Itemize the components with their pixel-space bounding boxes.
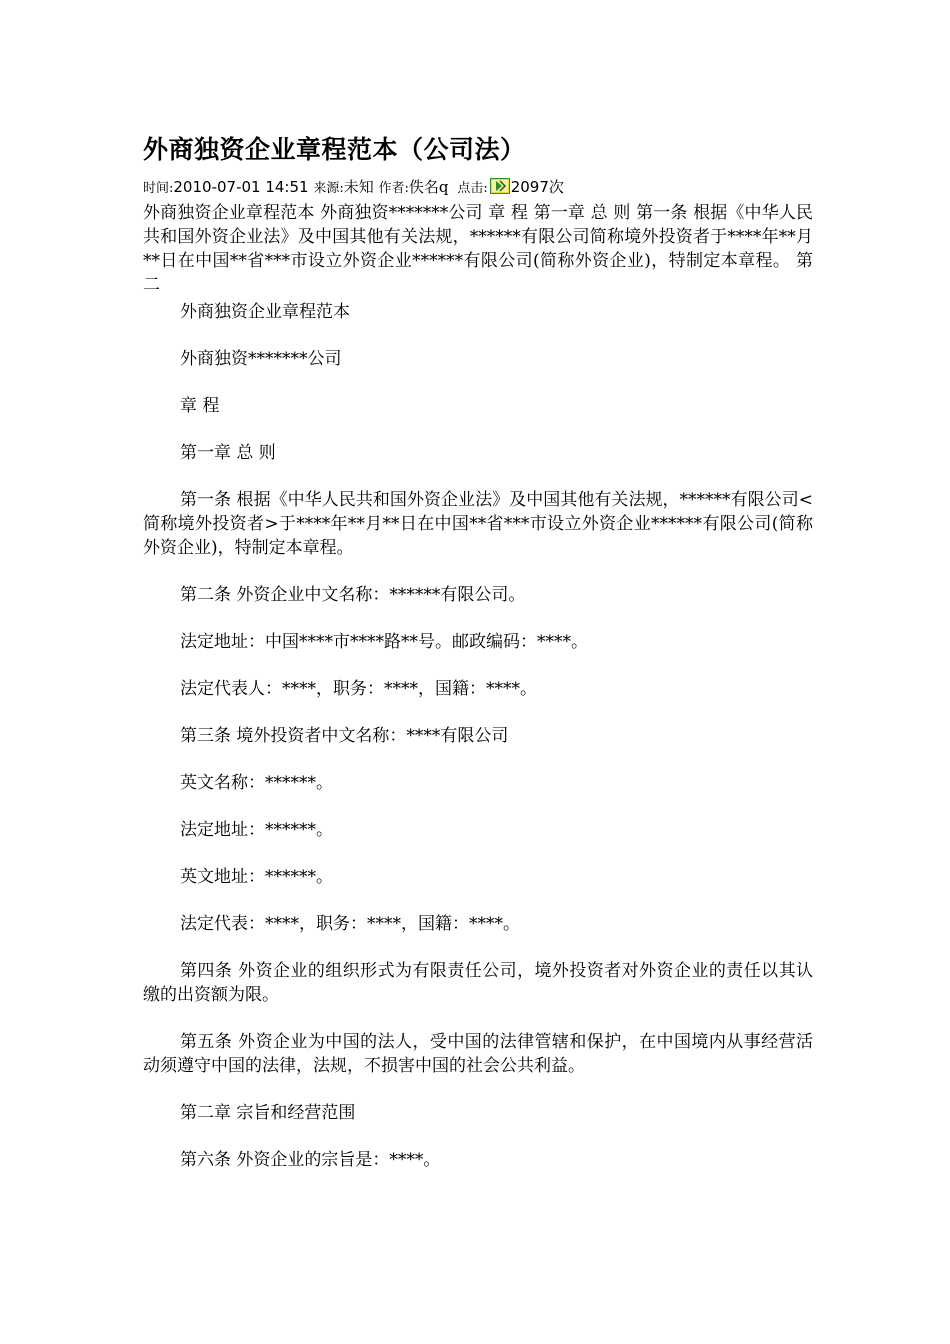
paragraph: 法定地址：中国****市****路**号。邮政编码：****。 — [180, 632, 588, 652]
paragraph: 章 程 — [180, 396, 220, 416]
paragraph: 外商独资*******公司 — [180, 349, 342, 369]
paragraph: 外商独资企业章程范本 — [180, 302, 350, 322]
hits-count: 2097 — [510, 178, 549, 196]
article-meta — [143, 177, 564, 199]
paragraph: 法定代表：****，职务：****，国籍：****。 — [180, 914, 520, 934]
article-summary: 外商独资企业章程范本 外商独资*******公司 章 程 第一章 总 则 第一条 根据《中华人民共和国外资企业法》及中国其他有关法规，******有限公司简称境外投资者于****年**月**日在中国**省***市设立外资企业******有限公司(简称外资企业)，特制定本章程。 第二 — [143, 203, 813, 295]
paragraph: 第二条 外资企业中文名称：******有限公司。 — [180, 585, 526, 605]
paragraph: 英文名称：******。 — [180, 773, 333, 793]
paragraph: 第一条 根据《中华人民共和国外资企业法》及中国其他有关法规，******有限公司<简称境外投资者>于****年**月**日在中国**省***市设立外资企业******有限公司(简称外资企业)，特制定本章程。 — [143, 490, 813, 558]
time-label: 时间: — [143, 181, 174, 196]
author-value: 佚名q — [408, 178, 449, 196]
author-label: 作者: — [378, 181, 409, 196]
paragraph: 法定代表人：****，职务：****，国籍：****。 — [180, 679, 537, 699]
hits-label: 点击: — [457, 181, 488, 196]
paragraph: 英文地址：******。 — [180, 867, 333, 887]
article-title: 外商独资企业章程范本（公司法） — [143, 135, 526, 164]
source-label: 来源: — [313, 181, 344, 196]
hits-unit: 次 — [548, 178, 564, 196]
source-value: 未知 — [343, 178, 374, 196]
paragraph: 第四条 外资企业的组织形式为有限责任公司，境外投资者对外资企业的责任以其认缴的出资额为限。 — [143, 961, 813, 1005]
paragraph: 法定地址：******。 — [180, 820, 333, 840]
paragraph: 第六条 外资企业的宗旨是：****。 — [180, 1150, 441, 1170]
paragraph: 第三条 境外投资者中文名称：****有限公司 — [180, 726, 509, 746]
paragraph: 第一章 总 则 — [180, 443, 276, 463]
article-body — [143, 300, 813, 1195]
paragraph: 第二章 宗旨和经营范围 — [180, 1103, 356, 1123]
page-icon — [490, 178, 510, 194]
time-value: 2010-07-01 14:51 — [173, 178, 309, 196]
paragraph: 第五条 外资企业为中国的法人，受中国的法律管辖和保护，在中国境内从事经营活动须遵守中国的法律，法规，不损害中国的社会公共利益。 — [143, 1032, 813, 1076]
